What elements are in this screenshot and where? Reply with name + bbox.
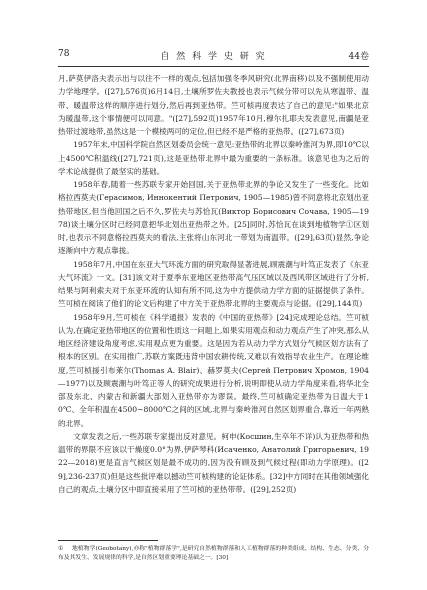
footnote-mark: ① [58, 546, 64, 552]
footnote-text: 地植物学(Geobotany),亦称"植物群落学",是研究自然植物群落和人工植物群落的种类组成、结构、生态、分类、分布及其发生、发展规律的科学,是自然区划重要理论基础之一。[30] [58, 546, 369, 561]
page-number: 78 [58, 49, 70, 59]
footnote [58, 545, 369, 563]
volume-label: 44卷 [348, 52, 369, 62]
paragraph: 1958年9月,竺可桢在《科学通报》发表的《中国的亚热带》[24]完成理论总结。竺可桢认为,在确定亚热带地区的位置和性质这一问题上,如果实用观点和动力观点产生了冲突,那么从地区经济建设角度考虑,实用观点更为重要。这是因为若从动力学方式划分气候区划方法有了根本的区别。在实用推广,苏联方案既违背中国农耕传统,又难以有效指导农业生产。在理论维度,竺可桢援引布莱尔(Thomas A. Blair)、赫罗莫夫(Сергей Петрович Хромов, 1904—1977)以及顾震潮与叶笃正等人的研究成果进行分析,说明即使从动力学角度来看,将华北全部及东北、内蒙古和新疆大部划入亚热带亦为谬误。最终,竺可桢确定亚热带为日温大于10℃、全年积温在4500~8000℃之间的区域,北界与秦岭淮河自然区划界重合,靠近一年两熟的北界。 [58, 312, 369, 428]
footnote-rule [58, 540, 158, 541]
running-header [58, 49, 369, 63]
paragraph: 月,萨莫伊洛夫表示出与以往不一样的观点,包括加强冬季风研究(北界南移)以及不强制使用动力学地理学。([27],576页)6月14日,土壤所罗佐夫教授也表示气候分带可以先从寒温带、温带、暖温带这样的顺序进行划分,然后再到亚热带。竺可桢再度表达了自己的意见:"如果北京为暖温带,这个事情便可以同意。"([27],592页)1957年10月,穆尔扎耶夫发表意见,南疆是亚热带过渡地带,虽然这是一个模棱两可的定位,但已经不是严格的亚热带。([27],673页) [58, 74, 369, 136]
header-rule [58, 66, 369, 67]
body-text [58, 72, 369, 496]
paragraph: 1958年7月,中国在东亚大气环流方面的研究取得显著进展,顾震潮与叶笃正发表了《东亚大气环流》一文。[31]该文对于夏季东亚地区亚热带高气压区域以及西风带区域进行了分析,结果与阿利索夫对于东亚环流的认知有所不同,这为中方提供动力学方面的证据提供了条件。竺可桢在阅读了他们的论文后构建了中方关于亚热带北界的主要观点与论据。([29],144页) [58, 259, 369, 309]
journal-title: 自 然 科 学 史 研 究 [160, 52, 267, 62]
paragraph: 1957年末,中国科学院自然区划委员会统一意见:亚热带的北界以秦岭淮河为界,即10℃以上4500℃积温线([27],721页),这是亚热带北界中最为重要的一条标准。该意见也为之后的学术论战提供了最坚实的基础。 [58, 140, 369, 176]
paragraph: 文章发表之后,一些苏联专家提出反对意见。柯申(Косшин,生卒年不详)认为亚热带和热温带的界限不应该以干燥度0.0°为界,伊萨琴科(Исаченко, Анатолий Григорьевич, 1922—2018)更是直言气候区划是最不成功的,因为没有顾及到气候过程(即动力学原理)。([29],236-237页)但是这些批评难以撼动竺可桢构建的论证体系。[32]中方同时在其他领域强化自己的观点,土壤分区中即直接采用了竺可桢的亚热带带。([29],252页) [58, 431, 369, 494]
paragraph: 1958年春,随着一些苏联专家开始回国,关于亚热带北界的争论又发生了一些变化。比如格拉西莫夫(Герасимов, Иннокентий Петрович, 1905—1985)曾不同意将北京划出亚热带地区,但当他回国之后不久,罗佐夫与苏恰瓦(Виктор Борисович Сочава, 1905—1978)谈土壤分区时已经同意把华北划出亚热带之外。[25]同时,苏恰瓦在谈到地植物学①区划时,也表示不同意格拉西莫夫的看法,主张将山东河北一带划为南温带。([29],63页)显然,争论逐渐向中方观点靠拢。 [58, 180, 369, 256]
